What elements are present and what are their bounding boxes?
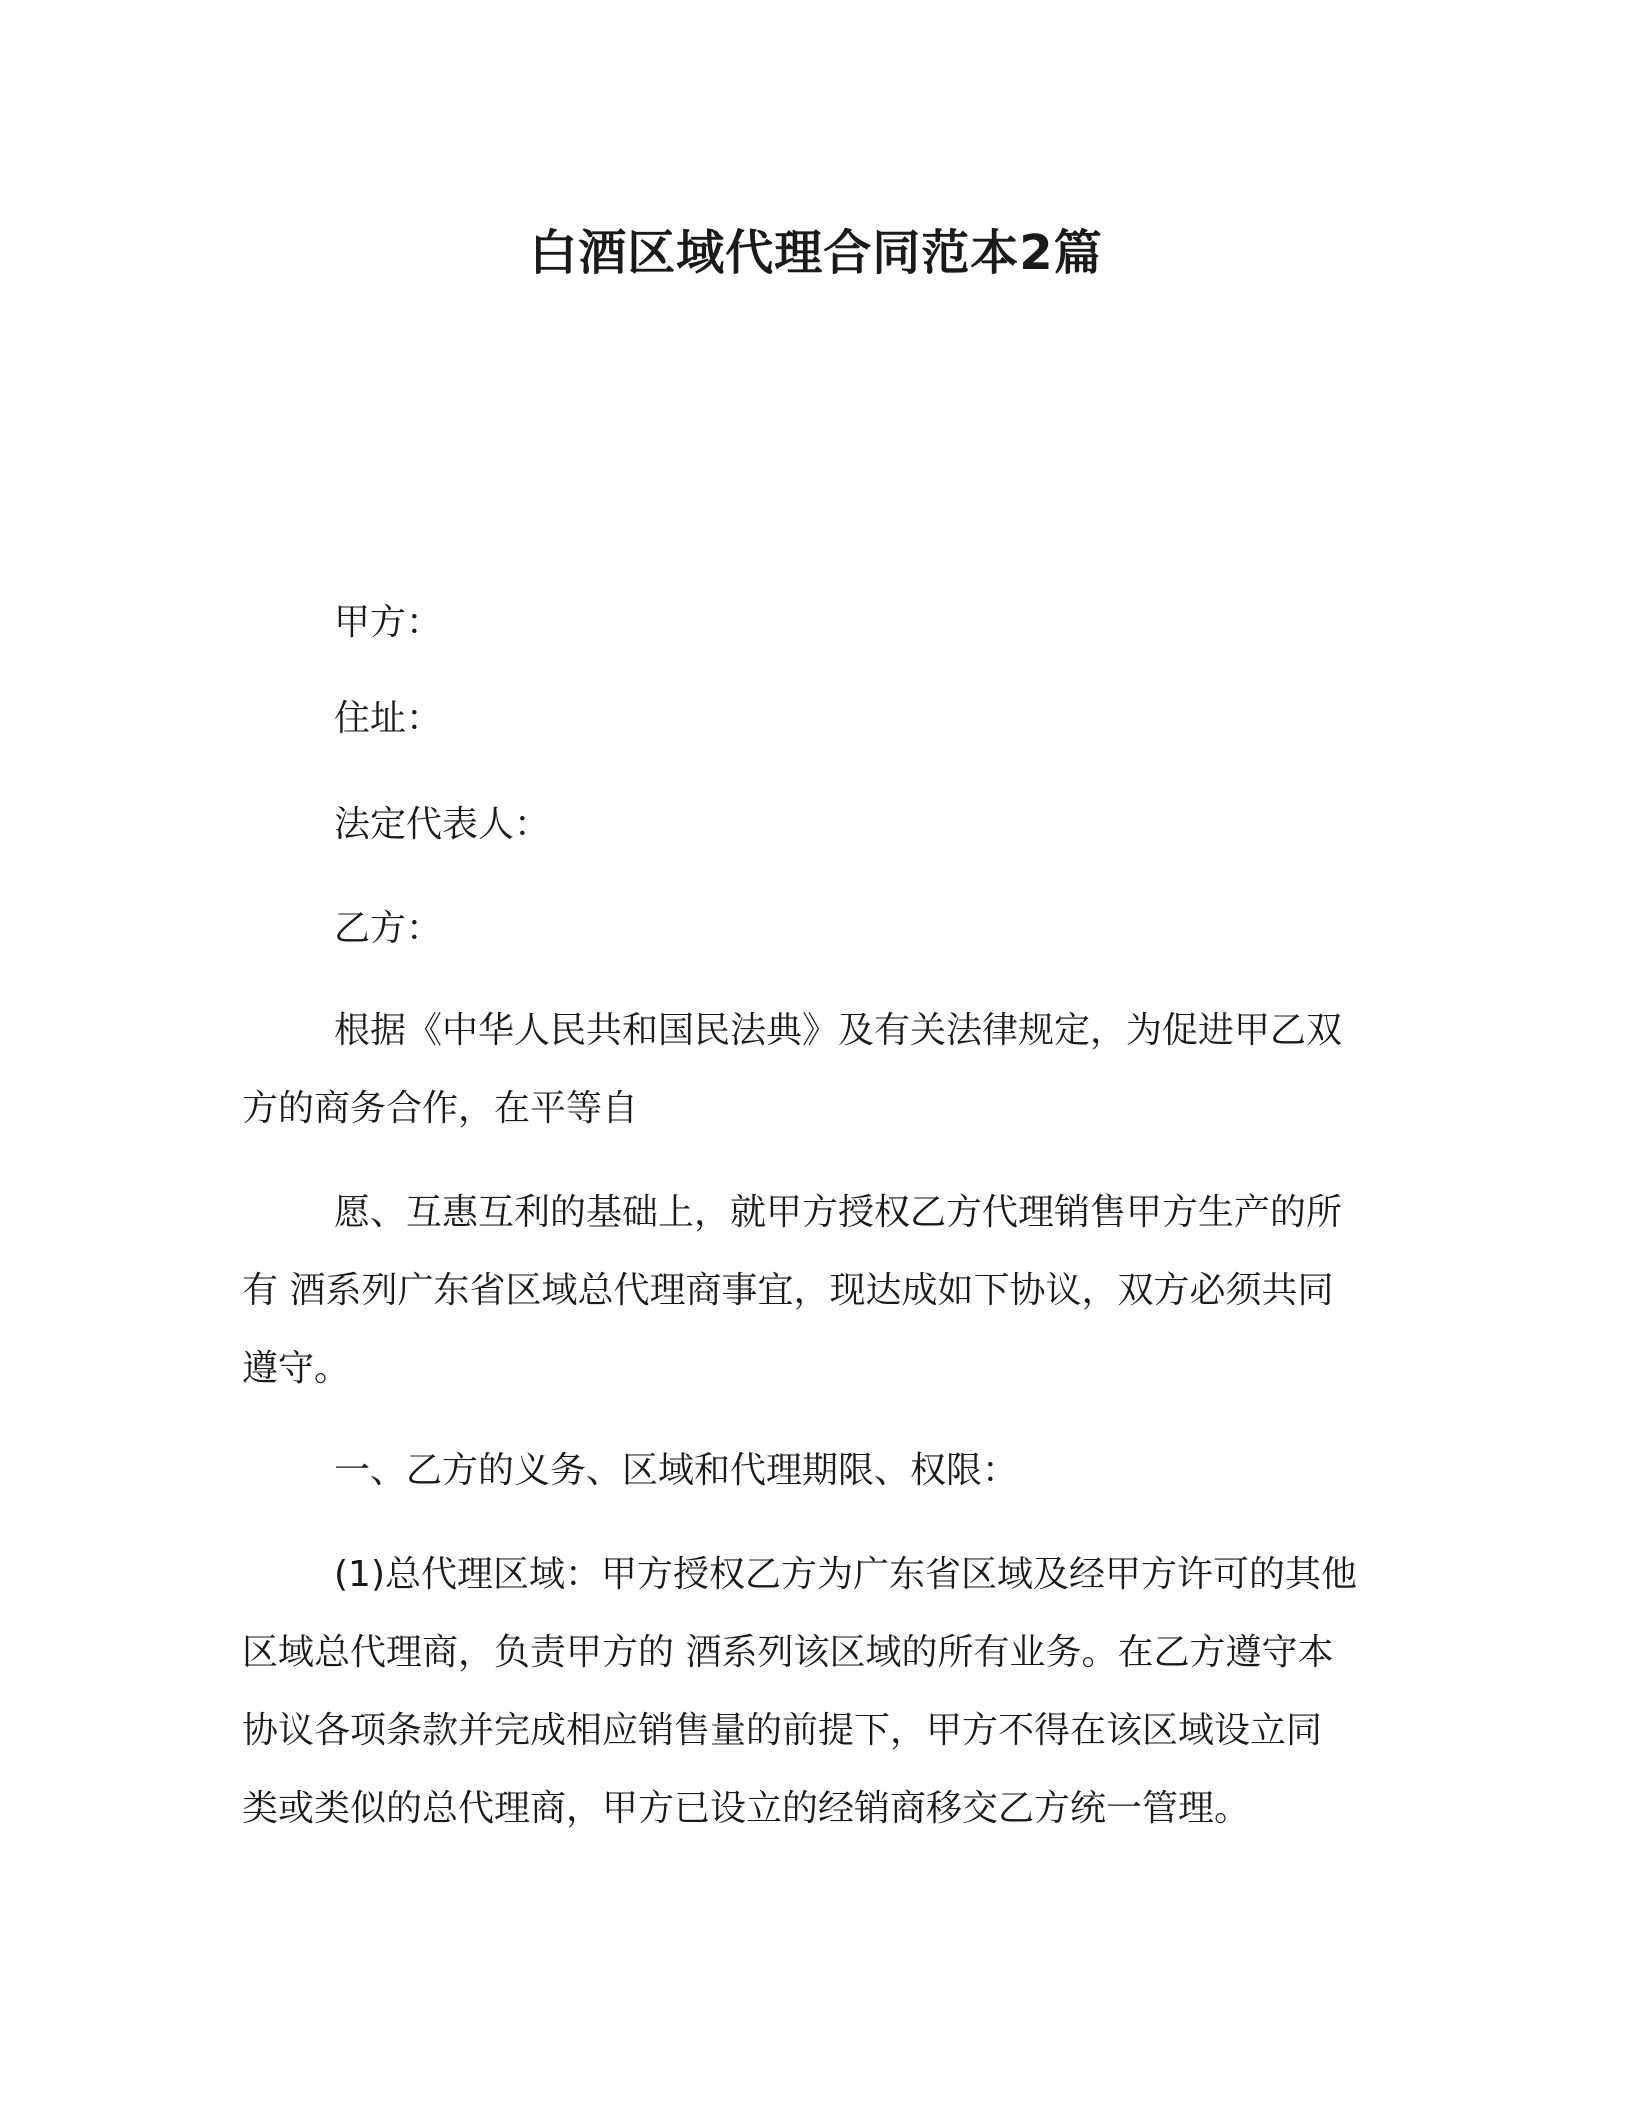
document-title: 白酒区域代理合同范本2篇: [529, 225, 1103, 281]
section-heading: [242, 1432, 1392, 1510]
address-label: 住址：: [334, 698, 443, 739]
intent-line: 有 酒系列广东省区域总代理商事宜，现达成如下协议，双方必须共同: [242, 1270, 1334, 1311]
clause-line: (1)总代理区域：甲方授权乙方为广东省区域及经甲方许可的其他: [334, 1554, 1357, 1595]
party-a-label: 甲方：: [334, 602, 443, 643]
clause-line: 区域总代理商，负责甲方的 酒系列该区域的所有业务。在乙方遵守本: [242, 1632, 1334, 1673]
preamble-line: 根据《中华人民共和国民法典》及有关法律规定，为促进甲乙双: [334, 1010, 1343, 1051]
intent-line: 愿、互惠互利的基础上，就甲方授权乙方代理销售甲方生产的所: [334, 1192, 1343, 1233]
clause-line: 协议各项条款并完成相应销售量的前提下，甲方不得在该区域设立同: [242, 1710, 1323, 1751]
clause-line: 类或类似的总代理商，甲方已设立的经销商移交乙方统一管理。: [242, 1788, 1251, 1829]
party-b-label: 乙方：: [334, 908, 443, 949]
preamble-line: 方的商务合作，在平等自: [242, 1088, 639, 1129]
preamble-paragraph: [242, 992, 1392, 1148]
legal-representative-label: 法定代表人：: [334, 804, 551, 845]
section-heading-text: 一、乙方的义务、区域和代理期限、权限：: [334, 1450, 1019, 1491]
intent-paragraph: [242, 1174, 1392, 1408]
intent-line: 遵守。: [242, 1348, 351, 1389]
clause-1-paragraph: [242, 1536, 1392, 1848]
